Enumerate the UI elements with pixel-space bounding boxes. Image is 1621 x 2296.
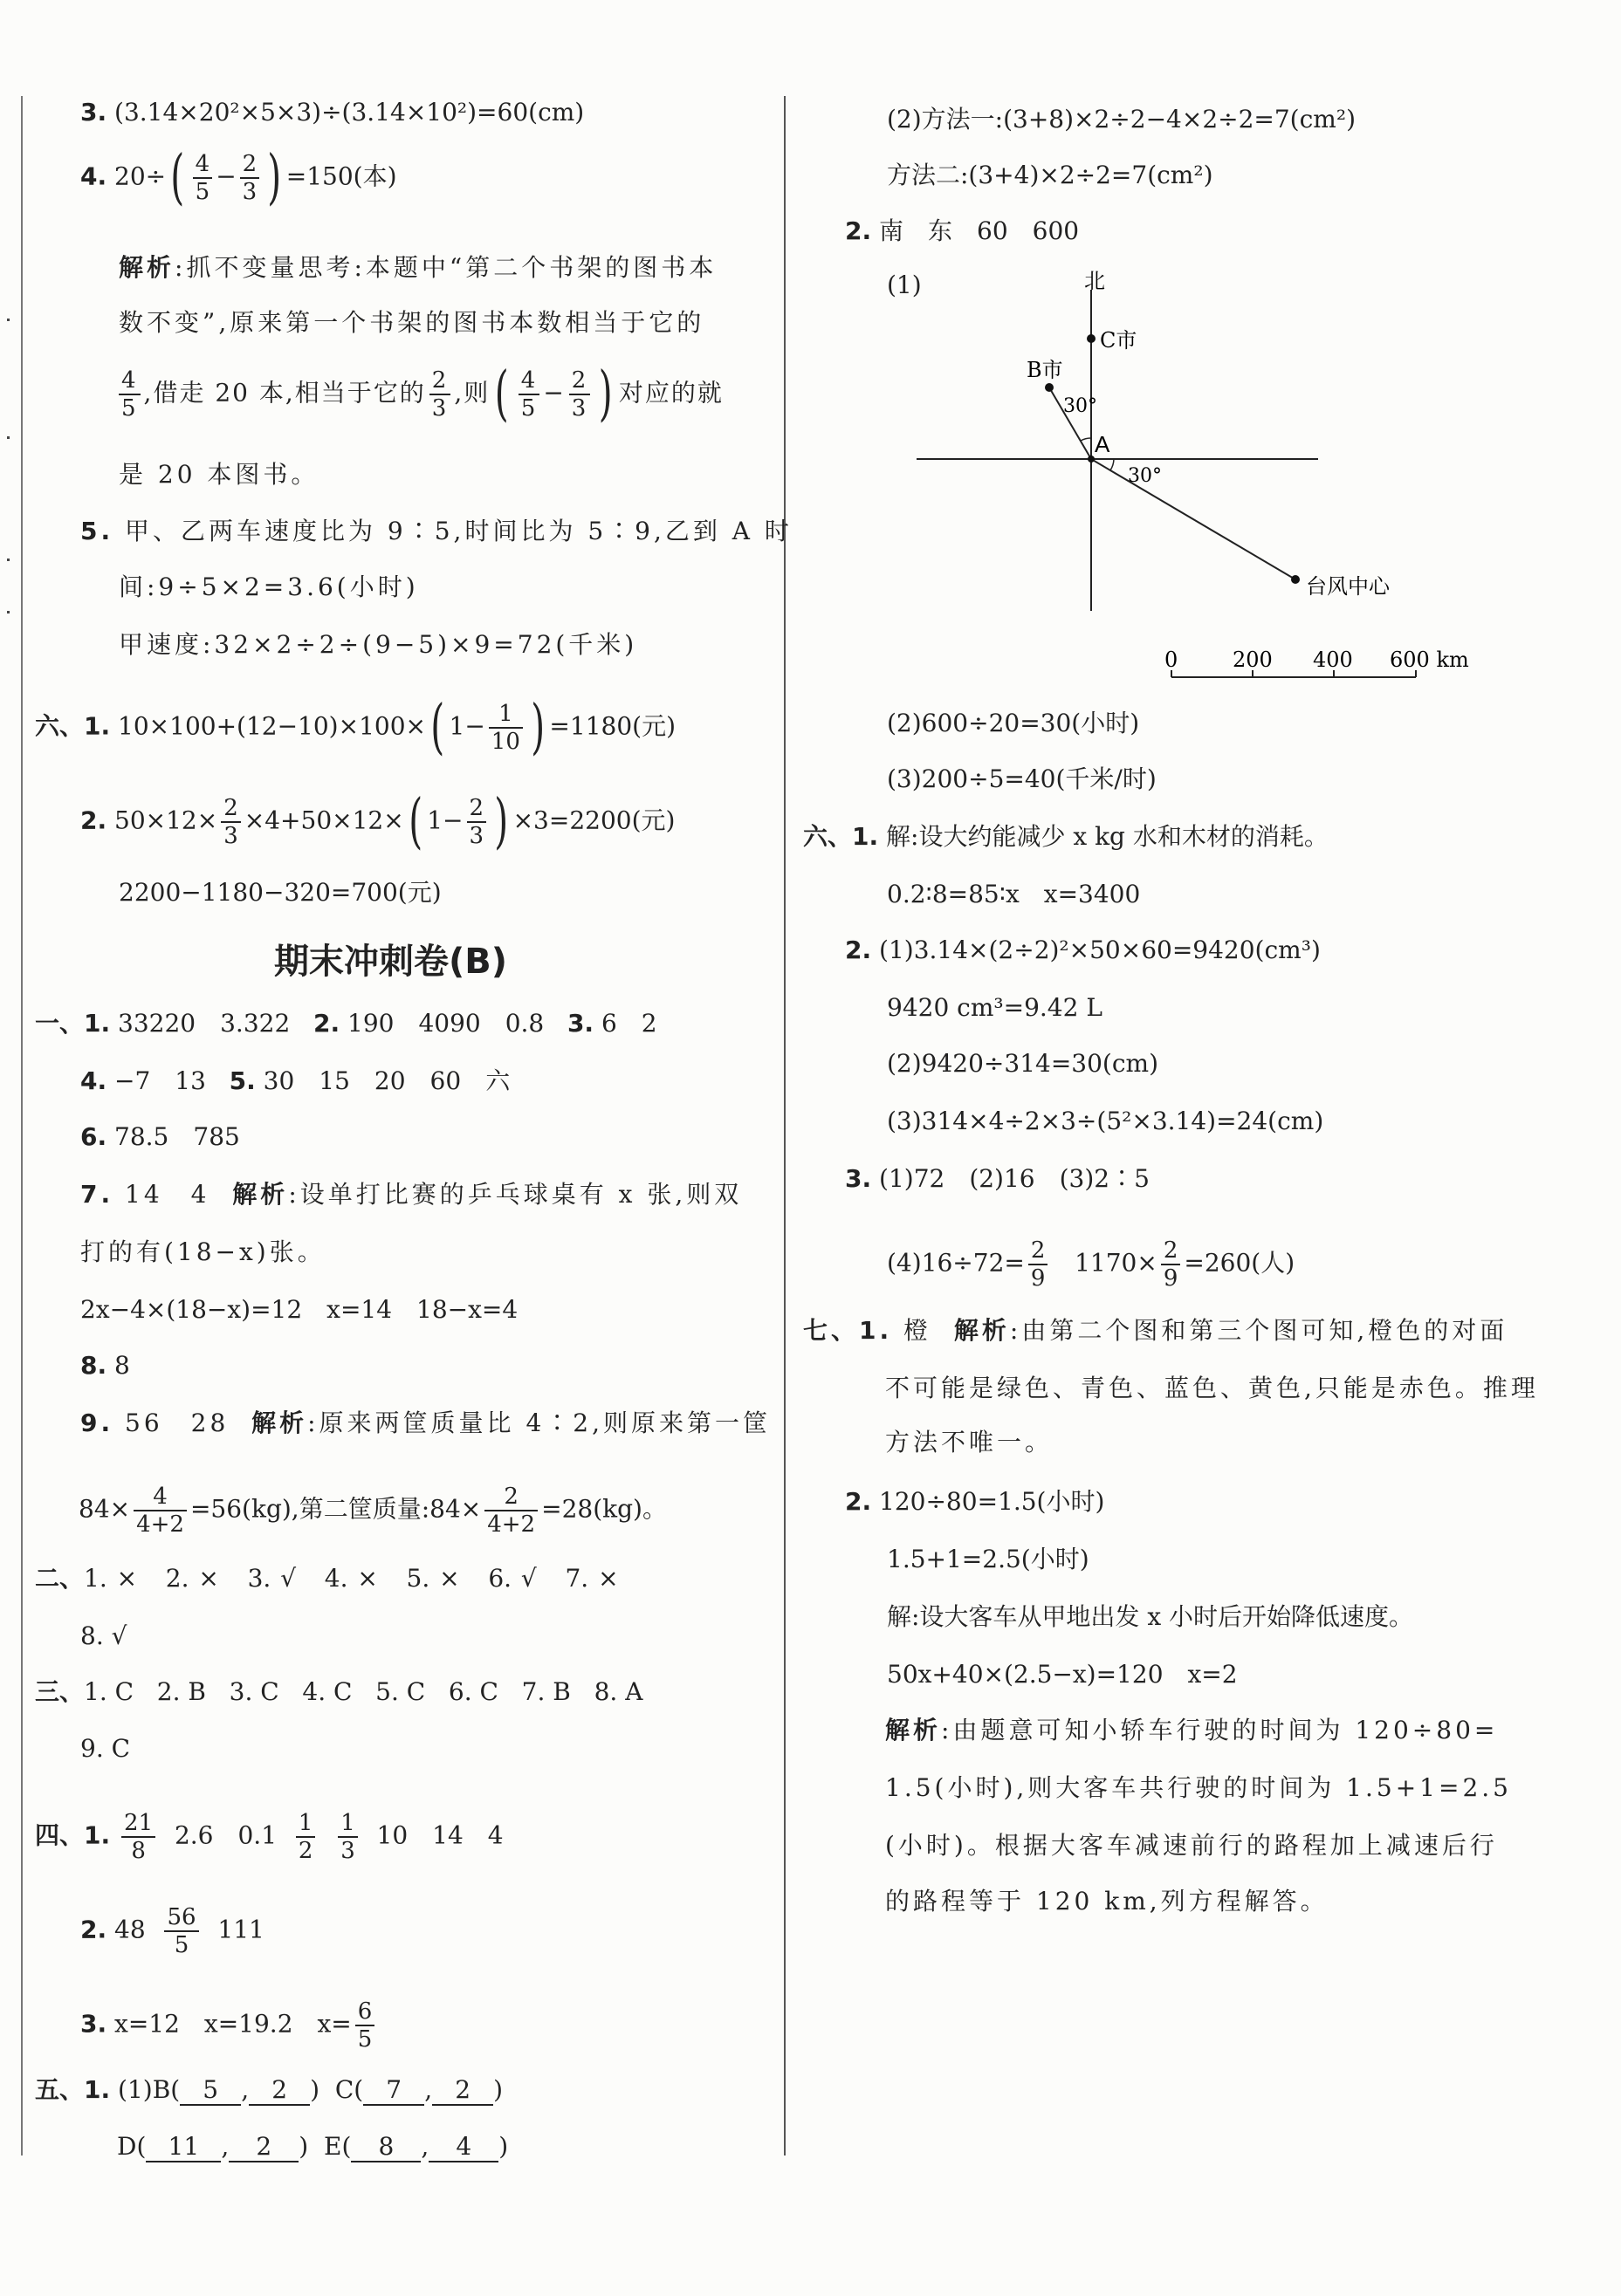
r6-row8: (4)16÷72= $\frac{2}{9}$ 1170× $\frac{2}{9}$ =260(人) bbox=[887, 1237, 1295, 1292]
analysis-5-4-line2: 数不变”,原来第一个书架的图书本数相当于它的 bbox=[119, 308, 705, 337]
analysis-5-4-line4: 是 20 本图书。 bbox=[119, 460, 319, 489]
answer-6-1: 六、1. 10×100+(12−10)×100×( 1− $\frac{1}{10}$ ) =1180(元) bbox=[35, 693, 676, 762]
s2-row1: 二、1. × 2. × 3. √ 4. × 5. × 6. √ 7. × bbox=[35, 1564, 619, 1593]
r2-method2: 方法二:(3+4)×2÷2=7(cm²) bbox=[887, 161, 1213, 189]
typhoon-label: 台风中心 bbox=[1306, 574, 1390, 599]
point-a bbox=[1088, 456, 1095, 463]
r6-row7: 3. (1)72 (2)16 (3)2∶5 bbox=[845, 1164, 1150, 1193]
answer-5-3: 3. (3.14×20²×5×3)÷(3.14×10²)=60(cm) bbox=[80, 98, 585, 127]
s1-row3: 6. 78.5 785 bbox=[80, 1122, 240, 1151]
page-title: 期末冲刺卷(B) bbox=[274, 942, 508, 982]
scale-600: 600 km bbox=[1390, 648, 1469, 672]
r6-row4: 9420 cm³=9.42 L bbox=[887, 993, 1102, 1022]
edge-mark bbox=[7, 611, 10, 613]
scale-400: 400 bbox=[1313, 648, 1353, 672]
edge-mark bbox=[7, 319, 10, 321]
answer-2-1-label: (1) bbox=[887, 271, 922, 299]
r7-row2: 不可能是绿色、青色、蓝色、黄色,只能是赤色。推理 bbox=[885, 1374, 1539, 1402]
r7-row9: 1.5(小时),则大客车共行驶的时间为 1.5+1=2.5 bbox=[885, 1773, 1512, 1802]
s1-row8: 8. 8 bbox=[80, 1351, 130, 1380]
s4-row3: 3. x=12 x=19.2 x= $\frac{6}{5}$ bbox=[80, 1998, 378, 2053]
s4-row1: 四、1. $\frac{21}{8}$ 2.6 0.1 $\frac{1}{2}$ $\frac{1}{3}$ 10 14 4 bbox=[35, 1810, 504, 1864]
left-margin-rule bbox=[21, 96, 23, 2155]
answer-2-3: (3)200÷5=40(千米/时) bbox=[887, 764, 1157, 793]
analysis-5-4-line1: 解析:抓不变量思考:本题中“第二个书架的图书本 bbox=[119, 253, 718, 282]
answer-6-2-line2: 2200−1180−320=700(元) bbox=[119, 878, 442, 907]
r6-row6: (3)314×4÷2×3÷(5²×3.14)=24(cm) bbox=[887, 1107, 1324, 1135]
angle-label-2: 30° bbox=[1128, 465, 1162, 487]
point-c-city bbox=[1087, 334, 1096, 343]
r7-row10: (小时)。根据大客车减速前行的路程加上减速后行 bbox=[885, 1831, 1498, 1860]
r7-row5: 1.5+1=2.5(小时) bbox=[887, 1545, 1089, 1573]
r6-row2: 0.2∶8=85∶x x=3400 bbox=[887, 880, 1141, 908]
angle-label-1: 30° bbox=[1063, 395, 1097, 417]
r2-method1: (2)方法一:(3+8)×2÷2−4×2÷2=7(cm²) bbox=[887, 105, 1356, 134]
line-to-typhoon bbox=[1091, 459, 1295, 579]
r7-row7: 50x+40×(2.5−x)=120 x=2 bbox=[887, 1660, 1238, 1689]
answer-5-5-line2: 间:9÷5×2=3.6(小时) bbox=[119, 572, 419, 601]
edge-mark bbox=[7, 559, 10, 561]
r7-row8: 解析:由题意可知小轿车行驶的时间为 120÷80= bbox=[885, 1716, 1499, 1744]
s5-row1: 五、1. (1)B( 5 , 2 ) C( 7 , 2 ) bbox=[35, 2075, 504, 2104]
answer-2-2: (2)600÷20=30(小时) bbox=[887, 709, 1140, 737]
answer-5-5-line3: 甲速度:32×2÷2÷(9−5)×9=72(千米) bbox=[119, 630, 638, 659]
answer-2: 2. 南 东 60 600 bbox=[845, 216, 1080, 245]
r7-row11: 的路程等于 120 km,列方程解答。 bbox=[885, 1887, 1329, 1916]
scale-0: 0 bbox=[1164, 648, 1178, 672]
s1-row7-line2: 打的有(18−x)张。 bbox=[80, 1237, 326, 1266]
s4-row2: 2. 48 $\frac{56}{5}$ 111 bbox=[80, 1904, 264, 1958]
analysis-5-4-line3: $\frac{4}{5}$ ,借走 20 本,相当于它的 $\frac{2}{3}$ ,则( $\frac{4}{5}$ − $\frac{2}{3}$ ) 对应的就 bbox=[115, 365, 724, 424]
s1-row9: 9. 56 28 解析:原来两筐质量比 4∶2,则原来第一筐 bbox=[80, 1408, 771, 1437]
north-label: 北 bbox=[1084, 269, 1105, 293]
r7-row6: 解:设大客车从甲地出发 x 小时后开始降低速度。 bbox=[887, 1602, 1414, 1631]
s1-row2: 4. −7 13 5. 30 15 20 60 六 bbox=[80, 1066, 511, 1095]
angle-arc-2 bbox=[1110, 459, 1114, 470]
s1-row9-line2: 84× $\frac{4}{4+2}$ =56(kg),第二筐质量:84× $\frac{2}{4+2}$ =28(kg)。 bbox=[79, 1484, 667, 1538]
scale-bar bbox=[1161, 641, 1475, 689]
angle-arc-1 bbox=[1081, 438, 1091, 441]
answer-5-5-line1: 5. 甲、乙两车速度比为 9∶5,时间比为 5∶9,乙到 A 时 bbox=[80, 517, 793, 545]
r6-row3: 2. (1)3.14×(2÷2)²×50×60=9420(cm³) bbox=[845, 936, 1321, 964]
point-typhoon bbox=[1291, 575, 1300, 584]
s3-row2: 9. C bbox=[80, 1734, 131, 1763]
s1-row7: 7. 14 4 解析:设单打比赛的乒乓球桌有 x 张,则双 bbox=[80, 1180, 743, 1209]
r7-row3: 方法不唯一。 bbox=[885, 1428, 1054, 1456]
scale-200: 200 bbox=[1233, 648, 1273, 672]
s1-row7-line3: 2x−4×(18−x)=12 x=14 18−x=4 bbox=[80, 1295, 519, 1324]
r7-row4: 2. 120÷80=1.5(小时) bbox=[845, 1487, 1105, 1516]
r7-row1: 七、1. 橙 解析:由第二个图和第三个图可知,橙色的对面 bbox=[803, 1316, 1508, 1345]
point-b-city bbox=[1045, 383, 1054, 392]
r6-row5: (2)9420÷314=30(cm) bbox=[887, 1049, 1158, 1078]
column-divider bbox=[784, 96, 786, 2155]
s3-row1: 三、1. C 2. B 3. C 4. C 5. C 6. C 7. B 8. A bbox=[35, 1677, 643, 1706]
s2-row2: 8. √ bbox=[80, 1621, 127, 1650]
r6-row1: 六、1. 解:设大约能减少 x kg 水和木材的消耗。 bbox=[803, 822, 1329, 851]
answer-5-4: 4. 20÷( $\frac{4}{5}$ − $\frac{2}{3}$ ) =150(本) bbox=[80, 143, 397, 212]
s5-row2: D( 11 , 2 ) E( 8 , 4 ) bbox=[117, 2132, 509, 2161]
edge-mark bbox=[7, 436, 10, 439]
c-city-label: C市 bbox=[1100, 328, 1137, 353]
answer-6-2: 2. 50×12× $\frac{2}{3}$ ×4+50×12×( 1− $\frac{2}{3}$ ) ×3=2200(元) bbox=[80, 787, 676, 856]
direction-diagram bbox=[917, 264, 1390, 682]
b-city-label: B市 bbox=[1027, 358, 1063, 382]
a-label: A bbox=[1095, 431, 1110, 457]
s1-row1: 一、1. 33220 3.322 2. 190 4090 0.8 3. 6 2 bbox=[35, 1009, 657, 1038]
